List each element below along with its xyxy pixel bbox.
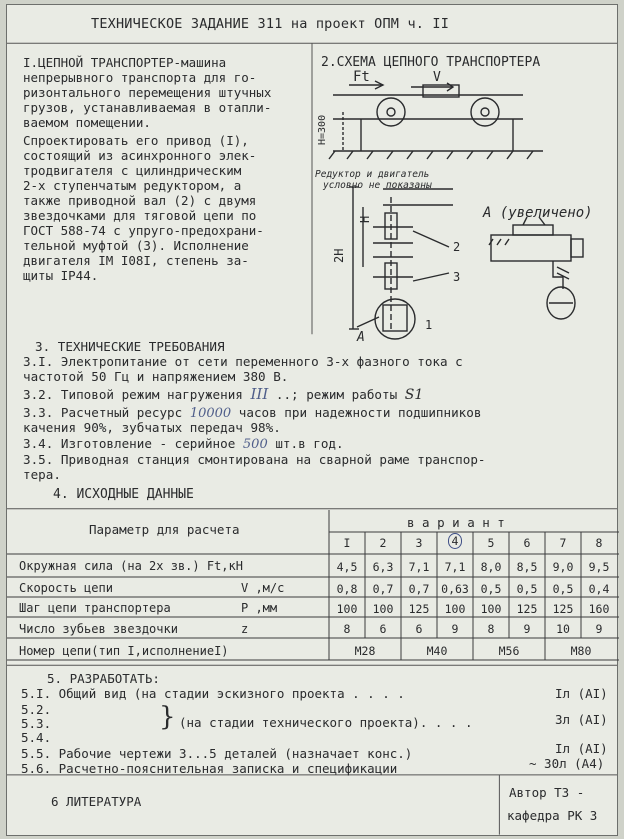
req-3-2-mid: ..; режим работы: [275, 387, 398, 402]
s1-line: Спроектировать его привод (I),: [23, 133, 249, 148]
section-3-title: 3. ТЕХНИЧЕСКИЕ ТРЕБОВАНИЯ: [35, 339, 225, 354]
variant-col-1: I: [343, 536, 351, 550]
req-3-3-value: 10000: [189, 406, 232, 421]
label-2h: 2H: [332, 248, 346, 263]
req-3-2-mode: S1: [404, 387, 424, 403]
section-4-title: 4. ИСХОДНЫЕ ДАННЫЕ: [53, 487, 194, 502]
item-5-3-amount: 3л (AI): [555, 712, 608, 727]
label-a-zoom: A (увеличено): [483, 205, 593, 221]
table-cell: 125: [516, 602, 538, 616]
row-pitch-unit: P ,мм: [241, 601, 278, 615]
item-5-6: 5.6. Расчетно-пояснительная записка и спецификации: [21, 761, 398, 776]
item-5-5-amount: Iл (AI): [555, 741, 608, 756]
table-cell: 6: [379, 622, 387, 636]
document-sheet: [6, 4, 618, 836]
scheme-title: 2.СХЕМА ЦЕПНОГО ТРАНСПОРТЕРА: [321, 55, 541, 70]
s1-line: 2-х ступенчатым редуктором, а: [23, 178, 242, 193]
row-speed-unit: V ,м/с: [241, 581, 285, 595]
req-3-5-line2: тера.: [23, 467, 61, 482]
table-cell: 9: [451, 622, 459, 636]
variant-col-8: 8: [595, 536, 603, 550]
table-cell: 7,1: [444, 560, 466, 574]
req-3-3-text: 3.3. Расчетный ресурс: [23, 405, 183, 420]
item-5-4: 5.4.: [21, 730, 52, 745]
s1-line: I.ЦЕПНОЙ ТРАНСПОРТЕР-машина: [23, 55, 227, 70]
table-cell: 100: [336, 602, 358, 616]
s1-line: двигателя IM I08I, степень за-: [23, 253, 249, 268]
table-cell: 10: [556, 622, 570, 636]
table-cell: 0,5: [480, 582, 502, 596]
table-cell: 8: [343, 622, 351, 636]
table-cell: 8: [487, 622, 495, 636]
req-3-4: [23, 436, 344, 452]
table-cell: 8,0: [480, 560, 502, 574]
table-cell: 100: [480, 602, 502, 616]
variant-col-3: 3: [415, 536, 423, 550]
row-teeth-unit: z: [241, 622, 249, 636]
s1-line: состоящий из асинхронного элек-: [23, 148, 257, 163]
label-ft: Ft: [353, 69, 370, 85]
label-v: V: [433, 70, 441, 85]
row-label-text: Число зубьев звездочки: [19, 622, 178, 636]
req-3-5-line1: 3.5. Приводная станция смонтирована на сварной раме транспор-: [23, 452, 486, 467]
s1-line: ваемом помещении.: [23, 115, 151, 130]
footer-author: Автор ТЗ -: [509, 785, 585, 800]
scheme-note-line2: условно не показаны: [323, 180, 432, 191]
table-cell: 0,7: [408, 582, 430, 596]
req-3-4-text: 3.4. Изготовление - серийное: [23, 436, 236, 451]
selected-variant-mark: 4: [448, 533, 463, 549]
req-3-1-line2: частотой 50 Гц и напряжением 380 В.: [23, 369, 289, 384]
variant-col-5: 5: [487, 536, 495, 550]
conveyor-scheme-drawing: [313, 67, 619, 345]
row-label-text: Окружная сила (на 2х зв.): [19, 559, 200, 573]
s1-line: грузов, устанавливаемая в отапли-: [23, 100, 272, 115]
s1-line: тельной муфтой (3). Исполнение: [23, 238, 249, 253]
item-5-2: 5.2.: [21, 702, 52, 717]
brace-symbol: }: [159, 702, 176, 732]
table-cell: 125: [408, 602, 430, 616]
label-h300: H=300: [317, 114, 328, 145]
req-3-3-tail: часов при надежности подшипников: [238, 405, 482, 420]
table-cell: 0,4: [588, 582, 610, 596]
s1-line: тродвигателя с цилиндрическим: [23, 163, 242, 178]
req-3-3: [23, 405, 481, 421]
table-cell: 100: [372, 602, 394, 616]
table-cell: 6,3: [372, 560, 394, 574]
row-teeth-label: [19, 622, 178, 637]
table-cell: 9,5: [588, 560, 610, 574]
table-cell: 0,8: [336, 582, 358, 596]
req-3-3-line2: качения 90%, зубчатых передач 98%.: [23, 420, 281, 435]
label-3: 3: [453, 270, 461, 284]
item-5-3-text: (на стадии технического проекта). . . .: [179, 715, 473, 730]
s1-line: также приводной вал (2) с двумя: [23, 193, 257, 208]
table-cell: 9,0: [552, 560, 574, 574]
row-pitch-label: [19, 601, 171, 616]
param-header: Параметр для расчета: [89, 522, 240, 537]
item-5-3: 5.3.: [21, 716, 52, 731]
item-5-6-amount: ~ 30л (A4): [529, 756, 605, 771]
row-speed-label: [19, 581, 113, 596]
table-cell: 4,5: [336, 560, 358, 574]
label-2: 2: [453, 240, 461, 254]
row-label-text: Скорость цепи: [19, 581, 113, 595]
req-3-4-value: 500: [242, 437, 268, 452]
row-chain-label: Номер цепи(тип I,исполнениеI): [19, 644, 229, 658]
s1-line: звездочками для тяговой цепи по: [23, 208, 257, 223]
scheme-note-line1: Редуктор и двигатель: [315, 169, 430, 180]
req-3-1-line1: 3.I. Электропитание от сети переменного 3-х фазного тока с: [23, 354, 463, 369]
document-header: ТЕХНИЧЕСКОЕ ЗАДАНИЕ 311 на проект ОПМ ч. II: [91, 16, 450, 32]
table-cell: 125: [552, 602, 574, 616]
table-cell: 8,5: [516, 560, 538, 574]
table-cell: 160: [588, 602, 610, 616]
s1-line: ризонтального перемещения штучных: [23, 85, 272, 100]
table-cell: 7,1: [408, 560, 430, 574]
table-cell: 0,7: [372, 582, 394, 596]
item-5-1-amount: Iл (AI): [555, 686, 608, 701]
req-3-2-value: III: [250, 385, 269, 403]
variant-col-2: 2: [379, 536, 387, 550]
req-3-2: [23, 387, 423, 403]
req-3-4-tail: шт.в год.: [275, 436, 344, 451]
label-a: A: [357, 330, 365, 345]
table-cell: 6: [415, 622, 423, 636]
label-1: 1: [425, 318, 433, 332]
label-h: H: [358, 215, 372, 223]
row-force-label: [19, 559, 243, 574]
table-cell: 0,5: [552, 582, 574, 596]
table-cell: 0,63: [441, 582, 469, 596]
s1-line: щиты IP44.: [23, 268, 99, 283]
table-cell: 9: [523, 622, 531, 636]
chain-group-3: M56: [498, 644, 520, 658]
variant-col-4-selected: [437, 534, 473, 548]
table-cell: 100: [444, 602, 466, 616]
s1-line: ГОСТ 588-74 с упруго-предохрани-: [23, 223, 264, 238]
footer-dept: кафедра РК 3: [507, 808, 598, 823]
row-label-text: Шаг цепи транспортера: [19, 601, 171, 615]
req-3-2-text: 3.2. Типовой режим нагружения: [23, 387, 243, 402]
chain-group-4: M80: [570, 644, 592, 658]
variant-col-6: 6: [523, 536, 531, 550]
chain-group-2: M40: [426, 644, 448, 658]
variant-col-7: 7: [559, 536, 567, 550]
table-cell: 0,5: [516, 582, 538, 596]
item-5-5: 5.5. Рабочие чертежи 3...5 деталей (назначает конс.): [21, 746, 413, 761]
table-cell: 9: [595, 622, 603, 636]
chain-group-1: M28: [354, 644, 376, 658]
variant-header: в а р и а н т: [407, 515, 505, 530]
section-5-title: 5. РАЗРАБОТАТЬ:: [47, 671, 160, 686]
section-6-title: 6 ЛИТЕРАТУРА: [51, 794, 142, 809]
s1-line: непрерывного транспорта для го-: [23, 70, 257, 85]
row-unit-text: Ft,кН: [206, 559, 243, 573]
item-5-1: 5.I. Общий вид (на стадии эскизного проекта . . . .: [21, 686, 405, 701]
